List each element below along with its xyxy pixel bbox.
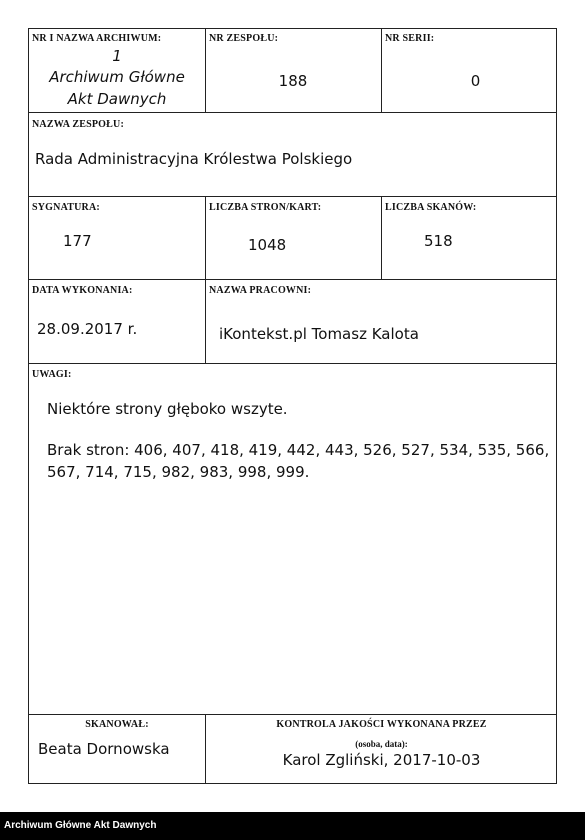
- workshop-label: NAZWA PRACOWNI:: [209, 285, 312, 296]
- row-divider: [29, 112, 556, 113]
- archive-name-line1: Archiwum Główne: [49, 68, 185, 86]
- archive-number: 1: [112, 47, 122, 65]
- row-divider: [29, 196, 556, 197]
- row-divider: [29, 363, 556, 364]
- fond-number-label: NR ZESPOŁU:: [209, 33, 279, 44]
- scan-count-label: LICZBA SKANÓW:: [385, 202, 477, 213]
- column-divider: [205, 196, 206, 279]
- signature-value: 177: [63, 232, 92, 250]
- column-divider: [205, 279, 206, 363]
- column-divider: [381, 29, 382, 112]
- fond-name-value: Rada Administracyjna Królestwa Polskiego: [35, 150, 353, 168]
- series-number-label: NR SERII:: [385, 33, 435, 44]
- fond-number-value: 188: [278, 72, 308, 90]
- page-count-value: 1048: [248, 236, 287, 254]
- column-divider: [205, 29, 206, 112]
- quality-control-value: Karol Zgliński, 2017-10-03: [282, 751, 481, 769]
- workshop-value: iKontekst.pl Tomasz Kalota: [219, 325, 419, 343]
- execution-date-value: 28.09.2017 r.: [37, 320, 138, 338]
- remarks-line1: Niektóre strony głęboko wszyte.: [47, 400, 288, 418]
- quality-control-sublabel: (osoba, data):: [355, 739, 408, 749]
- scanned-by-value: Beata Dornowska: [38, 740, 170, 758]
- execution-date-label: DATA WYKONANIA:: [32, 285, 133, 296]
- fond-name-label: NAZWA ZESPOŁU:: [32, 119, 124, 130]
- scan-count-value: 518: [424, 232, 453, 250]
- archive-footer-bar: [0, 812, 585, 840]
- row-divider: [29, 714, 556, 715]
- footer-text: Archiwum Główne Akt Dawnych: [4, 820, 157, 831]
- scanned-by-label: SKANOWAŁ:: [85, 719, 149, 730]
- remarks-missing-pages: Brak stron: 406, 407, 418, 419, 442, 443, 526, 527, 534, 535, 566, 567, 714, 715, 982, 983, 998, 999.: [47, 441, 550, 481]
- remarks-label: UWAGI:: [32, 369, 72, 380]
- page-count-label: LICZBA STRON/KART:: [209, 202, 322, 213]
- quality-control-label: KONTROLA JAKOŚCI WYKONANA PRZEZ: [276, 719, 487, 730]
- archive-name-line2: Akt Dawnych: [67, 90, 167, 108]
- metadata-sheet: [28, 28, 557, 784]
- series-number-value: 0: [470, 72, 481, 90]
- archive-label: NR I NAZWA ARCHIWUM:: [32, 33, 162, 44]
- column-divider: [381, 196, 382, 279]
- signature-label: SYGNATURA:: [32, 202, 100, 213]
- row-divider: [29, 279, 556, 280]
